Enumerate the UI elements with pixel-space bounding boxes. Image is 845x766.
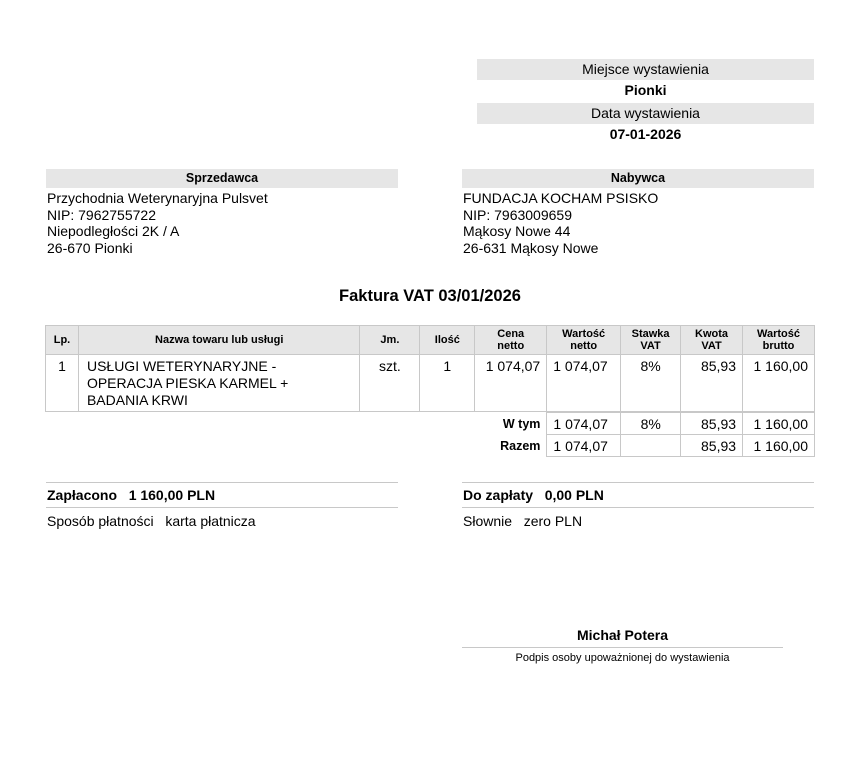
- buyer-block: [463, 190, 815, 256]
- row-net-value: 1 074,07: [547, 355, 621, 412]
- due-top-rule: [462, 482, 814, 483]
- date-value: 07-01-2026: [609, 126, 682, 142]
- buyer-nip: NIP: 7963009659: [463, 206, 572, 223]
- method-label: Sposób płatności: [47, 513, 154, 529]
- paid-top-rule: [46, 482, 398, 483]
- method-value: karta płatnicza: [165, 513, 256, 529]
- due-line: [463, 487, 604, 503]
- words-value: zero PLN: [523, 513, 583, 529]
- seller-block: [47, 190, 399, 256]
- row-lp: 1: [46, 355, 79, 412]
- paid-value: 1 160,00 PLN: [128, 487, 216, 503]
- buyer-street: Mąkosy Nowe 44: [463, 223, 571, 239]
- col-net-price: [475, 326, 547, 355]
- col-unit: Jm.: [360, 326, 420, 355]
- due-bottom-rule: [462, 507, 814, 508]
- col-vat-amount: [681, 326, 743, 355]
- wtym-rate: 8%: [621, 413, 681, 435]
- razem-label: Razem: [500, 438, 541, 453]
- razem-vat: 85,93: [681, 435, 743, 457]
- col-net-value-l2: netto: [570, 340, 598, 352]
- razem-gross: 1 160,00: [743, 435, 815, 457]
- row-net-price: 1 074,07: [475, 355, 547, 412]
- summary-razem-row: [475, 435, 815, 457]
- row-name: [78, 355, 360, 412]
- buyer-city: 26-631 Mąkosy Nowe: [463, 239, 599, 256]
- row-unit: szt.: [360, 355, 420, 412]
- col-vat-amount-l2: VAT: [701, 340, 722, 352]
- buyer-name: FUNDACJA KOCHAM PSISKO: [463, 190, 659, 206]
- summary-table: [475, 412, 815, 457]
- due-value: 0,00 PLN: [544, 487, 604, 503]
- row-vat-amount: 85,93: [681, 355, 743, 412]
- table-header-row: [46, 326, 815, 355]
- col-vat-rate: [621, 326, 681, 355]
- wtym-gross: 1 160,00: [743, 413, 815, 435]
- seller-city: 26-670 Pionki: [47, 239, 133, 256]
- buyer-heading: Nabywca: [462, 169, 814, 188]
- summary-wtym-row: [475, 413, 815, 435]
- col-net-value-l1: Wartość: [562, 328, 606, 340]
- signature-rule: [462, 647, 783, 648]
- col-vat-rate-l1: Stawka: [631, 328, 670, 340]
- col-net-value: [547, 326, 621, 355]
- razem-net: 1 074,07: [547, 435, 621, 457]
- row-name-line2: OPERACJA PIESKA KARMEL +: [86, 375, 289, 391]
- col-name: Nazwa towaru lub usługi: [78, 326, 360, 355]
- row-gross: 1 160,00: [743, 355, 815, 412]
- paid-bottom-rule: [46, 507, 398, 508]
- seller-name: Przychodnia Weterynaryjna Pulsvet: [47, 190, 268, 206]
- due-label: Do zapłaty: [463, 487, 534, 503]
- words-label: Słownie: [463, 513, 513, 529]
- row-qty: 1: [420, 355, 475, 412]
- invoice-title: Faktura VAT 03/01/2026: [339, 287, 521, 305]
- seller-nip: NIP: 7962755722: [47, 206, 156, 223]
- col-vat-amount-l1: Kwota: [695, 328, 729, 340]
- wtym-net: 1 074,07: [547, 413, 621, 435]
- seller-heading: Sprzedawca: [46, 169, 398, 188]
- col-net-price-l2: netto: [497, 340, 525, 352]
- col-lp: Lp.: [46, 326, 79, 355]
- signature-caption: Podpis osoby upoważnionej do wystawienia: [515, 652, 730, 664]
- col-gross-l1: Wartość: [757, 328, 800, 340]
- col-gross-l2: brutto: [762, 340, 795, 352]
- seller-street: Niepodległości 2K / A: [47, 223, 180, 239]
- paid-line: [47, 487, 215, 503]
- wtym-vat: 85,93: [681, 413, 743, 435]
- signature-name: Michał Potera: [576, 627, 669, 643]
- words-line: [463, 513, 582, 529]
- table-row: [46, 355, 815, 412]
- place-label: Miejsce wystawienia: [477, 59, 814, 80]
- place-value: Pionki: [624, 82, 667, 98]
- method-line: [47, 513, 256, 529]
- row-name-line3: BADANIA KRWI: [86, 392, 188, 408]
- razem-rate: [621, 435, 681, 457]
- paid-label: Zapłacono: [47, 487, 118, 503]
- col-net-price-l1: Cena: [497, 328, 525, 340]
- date-label: Data wystawienia: [477, 103, 814, 124]
- row-name-line1: USŁUGI WETERYNARYJNE -: [86, 358, 277, 374]
- wtym-label: W tym: [502, 416, 541, 431]
- col-gross: [743, 326, 815, 355]
- col-qty: Ilość: [420, 326, 475, 355]
- row-vat-rate: 8%: [621, 355, 681, 412]
- items-table: [45, 325, 815, 412]
- col-vat-rate-l2: VAT: [640, 340, 661, 352]
